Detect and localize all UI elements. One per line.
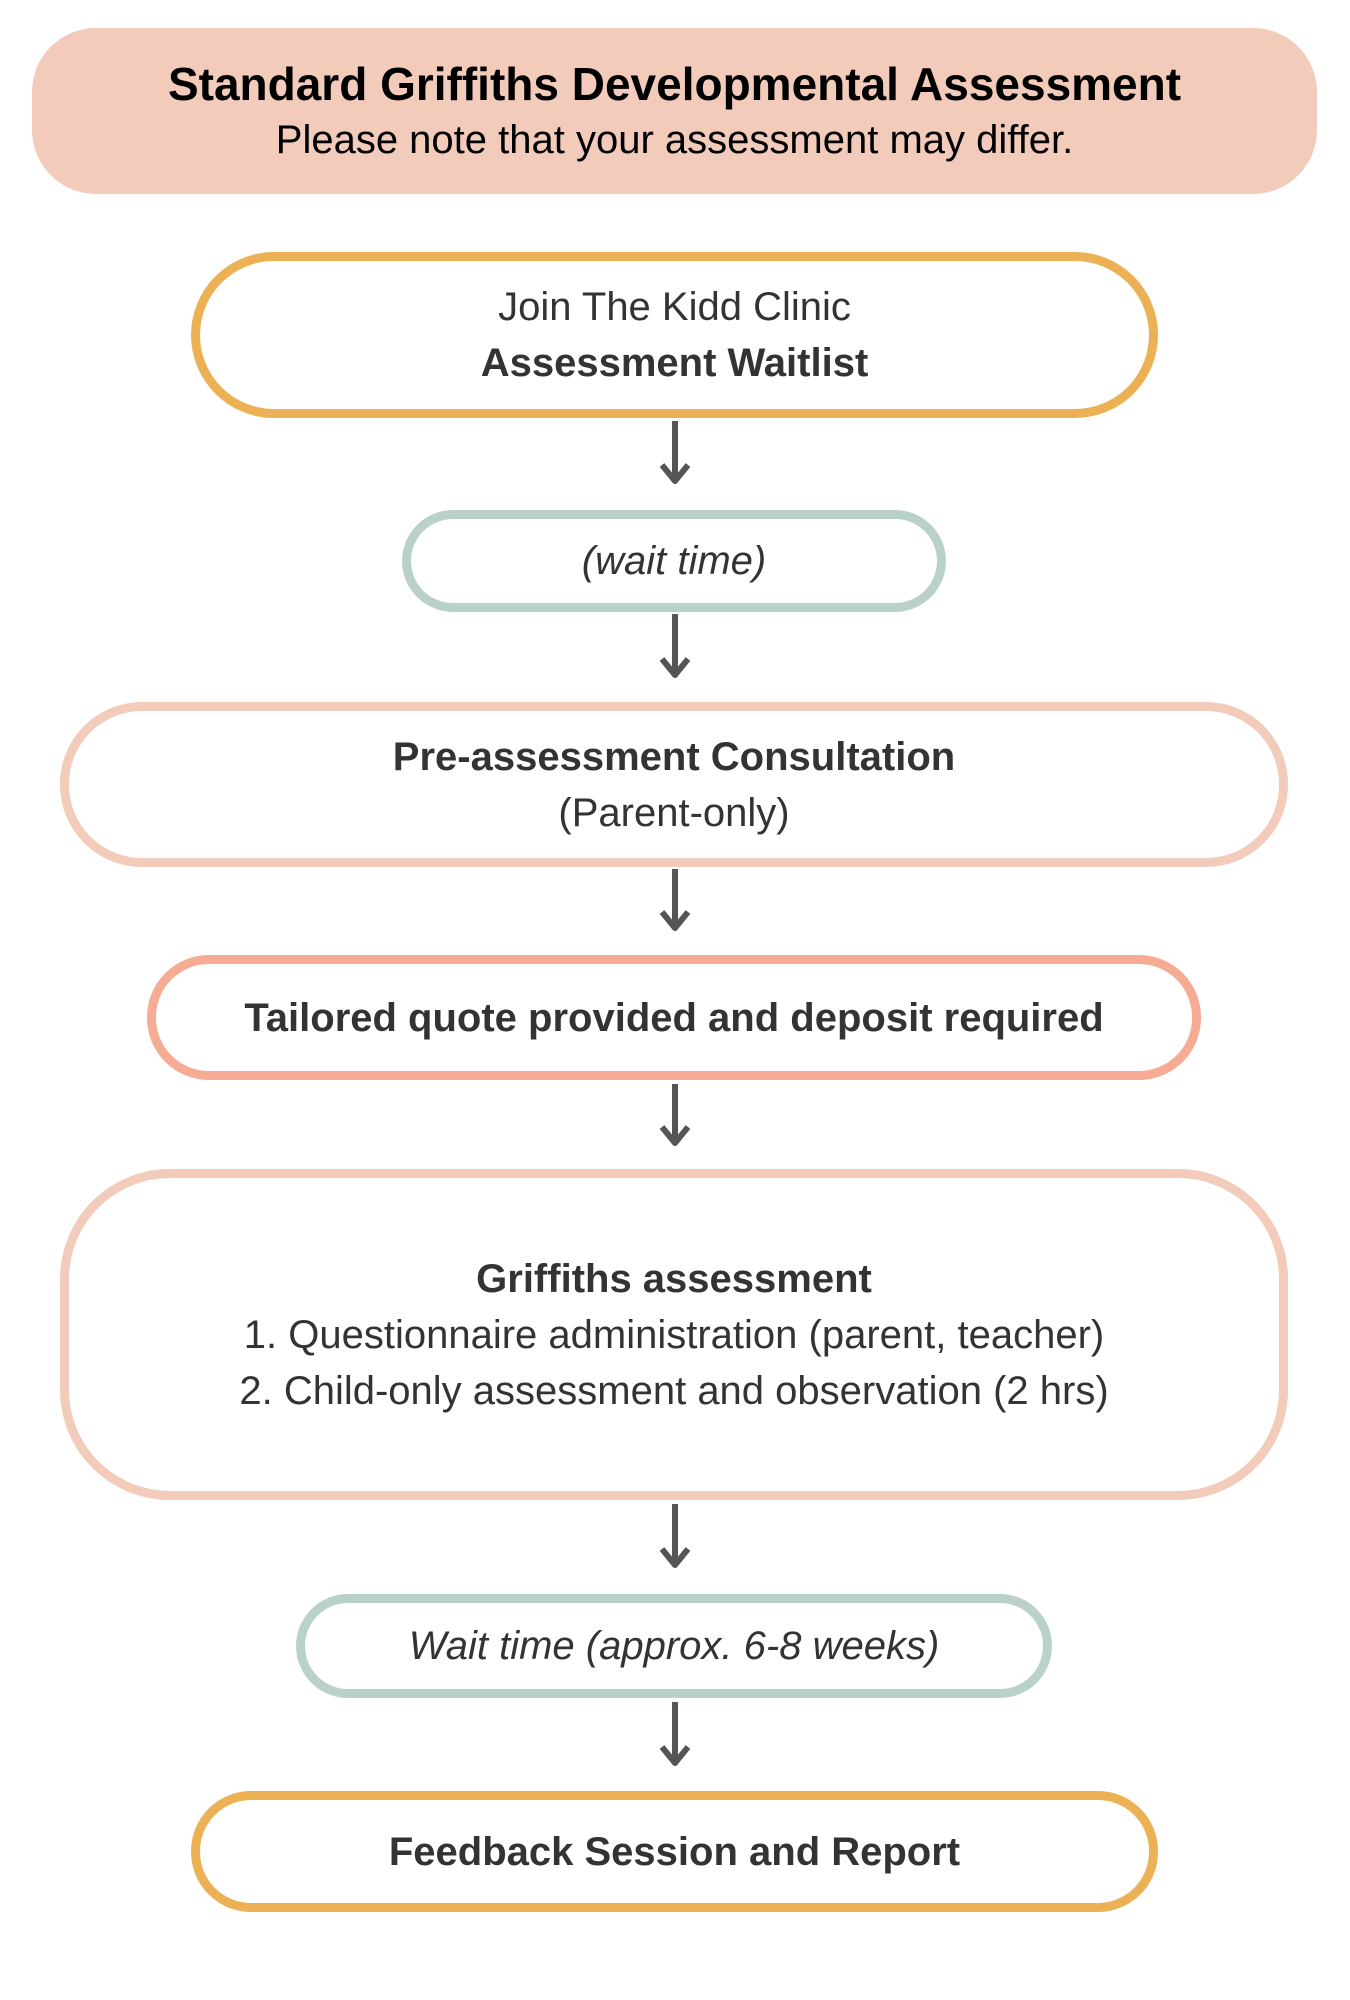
step-wait-time xyxy=(402,510,946,612)
step-feedback-report xyxy=(191,1791,1158,1912)
step-feedback-report-label: Feedback Session and Report xyxy=(388,1829,961,1874)
arrow-down-icon xyxy=(657,1504,693,1568)
arrow-down-icon xyxy=(657,869,693,931)
step-quote-deposit xyxy=(147,955,1201,1080)
step-griffiths-assessment xyxy=(60,1169,1288,1500)
step-griffiths-title: Griffiths assessment xyxy=(476,1256,872,1301)
step-quote-deposit-label: Tailored quote provided and deposit required xyxy=(244,995,1104,1040)
step-report-wait-time-label: Wait time (approx. 6-8 weeks) xyxy=(408,1624,940,1668)
arrow-down-icon xyxy=(657,421,693,484)
step-griffiths-item-1: 1. Questionnaire administration (parent, teacher) xyxy=(243,1312,1105,1357)
header-banner xyxy=(32,28,1317,194)
page-title: Standard Griffiths Developmental Assessment xyxy=(167,58,1182,110)
step-waitlist-line2: Assessment Waitlist xyxy=(480,341,869,385)
step-waitlist xyxy=(191,252,1158,418)
step-griffiths-item-2: 2. Child-only assessment and observation (2 hrs) xyxy=(239,1368,1109,1413)
arrow-down-icon xyxy=(657,1084,693,1146)
arrow-down-icon xyxy=(657,1702,693,1766)
step-pre-assessment xyxy=(60,702,1288,867)
step-pre-assessment-line1: Pre-assessment Consultation xyxy=(392,734,956,779)
step-wait-time-label: (wait time) xyxy=(581,539,767,583)
page-subtitle: Please note that your assessment may differ. xyxy=(275,118,1074,162)
step-pre-assessment-line2: (Parent-only) xyxy=(558,790,790,835)
arrow-down-icon xyxy=(657,614,693,678)
step-waitlist-line1: Join The Kidd Clinic xyxy=(498,285,851,329)
step-report-wait-time xyxy=(296,1594,1052,1698)
